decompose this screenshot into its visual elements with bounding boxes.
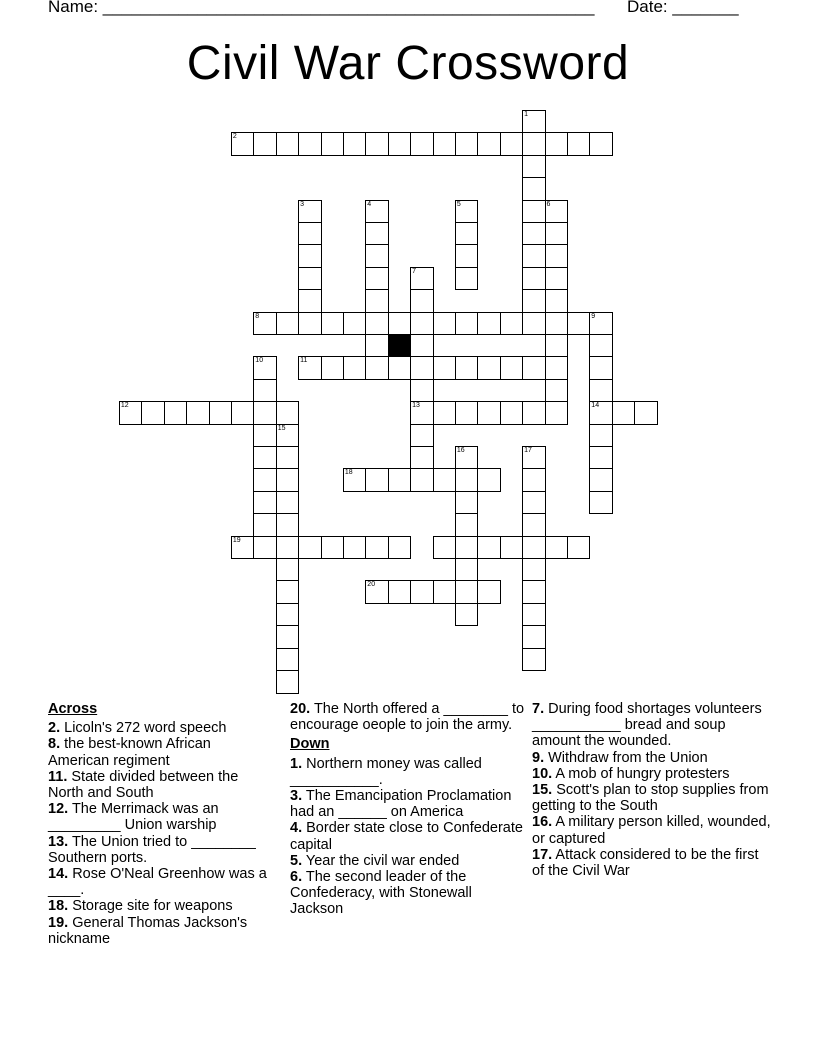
grid-cell[interactable] bbox=[365, 334, 389, 358]
grid-cell[interactable] bbox=[477, 132, 501, 156]
grid-cell[interactable] bbox=[410, 312, 434, 336]
grid-cell[interactable] bbox=[276, 536, 300, 560]
grid-cell[interactable] bbox=[276, 468, 300, 492]
clue-down-5: 5. Year the civil war ended bbox=[290, 852, 460, 869]
grid-cell[interactable] bbox=[119, 401, 143, 425]
clue-across-20: 20. The North offered a ________ to encourage oeople to join the army. bbox=[290, 701, 525, 734]
clue-number: 13 bbox=[412, 402, 420, 410]
grid-cell[interactable] bbox=[545, 244, 569, 268]
grid-cell[interactable] bbox=[365, 536, 389, 560]
grid-cell[interactable] bbox=[410, 289, 434, 313]
clue-across-19: 19. General Thomas Jackson's nickname bbox=[48, 914, 248, 947]
clue-down-10: 10. A mob of hungry protesters bbox=[532, 765, 730, 782]
grid-cell[interactable] bbox=[410, 267, 434, 291]
grid-cell[interactable] bbox=[433, 356, 457, 380]
clue-number: 15 bbox=[277, 424, 286, 432]
grid-cell[interactable] bbox=[522, 491, 546, 515]
grid-cell[interactable] bbox=[298, 244, 322, 268]
grid-cell[interactable] bbox=[164, 401, 188, 425]
grid-cell[interactable] bbox=[410, 446, 434, 470]
grid-cell[interactable] bbox=[253, 379, 277, 403]
grid-cell[interactable] bbox=[545, 356, 569, 380]
grid-cell[interactable] bbox=[365, 222, 389, 246]
grid-cell[interactable] bbox=[276, 312, 300, 336]
grid-cell[interactable] bbox=[545, 267, 569, 291]
grid-cell[interactable] bbox=[455, 580, 479, 604]
grid-cell[interactable] bbox=[276, 580, 300, 604]
grid-cell[interactable] bbox=[433, 312, 457, 336]
grid-cell[interactable] bbox=[298, 222, 322, 246]
grid-cell[interactable] bbox=[589, 401, 613, 425]
grid-cell[interactable] bbox=[522, 648, 546, 672]
grid-cell[interactable] bbox=[365, 132, 389, 156]
grid-cell[interactable] bbox=[433, 536, 457, 560]
clues-column-3 bbox=[532, 701, 772, 879]
grid-cell[interactable] bbox=[343, 468, 367, 492]
across-heading: Across bbox=[48, 701, 98, 717]
grid-cell[interactable] bbox=[410, 580, 434, 604]
grid-cell[interactable] bbox=[545, 222, 569, 246]
grid-cell[interactable] bbox=[276, 513, 300, 537]
clue-across-14: 14. Rose O'Neal Greenhow was a ____. bbox=[48, 866, 267, 899]
grid-cell[interactable] bbox=[589, 424, 613, 448]
grid-cell[interactable] bbox=[455, 244, 479, 268]
grid-cell[interactable] bbox=[455, 200, 479, 224]
grid-cell[interactable] bbox=[365, 267, 389, 291]
grid-cell[interactable] bbox=[410, 132, 434, 156]
clue-number: 16 bbox=[456, 447, 465, 454]
grid-cell[interactable] bbox=[410, 424, 434, 448]
grid-cell[interactable] bbox=[298, 312, 322, 336]
clues-column-2 bbox=[290, 701, 526, 918]
clue-number: 12 bbox=[120, 402, 129, 410]
grid-cell[interactable] bbox=[522, 132, 546, 156]
down-heading: Down bbox=[290, 736, 330, 753]
grid-cell[interactable] bbox=[276, 670, 300, 694]
clue-across-12: 12. The Merrimack was an _________ Union warship bbox=[48, 801, 219, 834]
grid-cell[interactable] bbox=[522, 244, 546, 268]
grid-cell[interactable] bbox=[500, 536, 524, 560]
clue-number: 5 bbox=[456, 200, 461, 208]
grid-cell[interactable] bbox=[276, 491, 300, 515]
grid-cell[interactable] bbox=[567, 536, 591, 560]
grid-cell[interactable] bbox=[455, 536, 479, 560]
grid-cell[interactable] bbox=[477, 312, 501, 336]
grid-cell[interactable] bbox=[141, 401, 165, 425]
grid-cell[interactable] bbox=[343, 132, 367, 156]
grid-cell[interactable] bbox=[388, 132, 412, 156]
clue-across-11: 11. State divided between the North and South bbox=[48, 768, 239, 802]
grid-cell[interactable] bbox=[522, 558, 546, 582]
grid-cell[interactable] bbox=[589, 491, 613, 515]
grid-cell[interactable] bbox=[321, 312, 345, 336]
grid-cell[interactable] bbox=[209, 401, 233, 425]
grid-cell[interactable] bbox=[455, 558, 479, 582]
grid-cell[interactable] bbox=[567, 312, 591, 336]
grid-cell[interactable] bbox=[321, 356, 345, 380]
grid-cell[interactable] bbox=[365, 312, 389, 336]
clue-across-13: 13. The Union tried to ________ Southern ports. bbox=[48, 833, 256, 866]
grid-cell[interactable] bbox=[455, 132, 479, 156]
clue-number: 20 bbox=[367, 581, 376, 589]
grid-cell[interactable] bbox=[455, 491, 479, 515]
grid-cell[interactable] bbox=[186, 401, 210, 425]
grid-cell[interactable] bbox=[500, 401, 524, 425]
grid-cell[interactable] bbox=[545, 132, 569, 156]
grid-cell[interactable] bbox=[545, 379, 569, 403]
grid-cell[interactable] bbox=[321, 536, 345, 560]
grid-cell[interactable] bbox=[522, 312, 546, 336]
clue-number: 18 bbox=[344, 469, 353, 477]
grid-cell[interactable] bbox=[455, 401, 479, 425]
clue-number: 4 bbox=[367, 200, 372, 208]
grid-cell[interactable] bbox=[545, 536, 569, 560]
grid-cell[interactable] bbox=[276, 603, 300, 627]
grid-cell[interactable] bbox=[455, 356, 479, 380]
grid-cell[interactable] bbox=[522, 446, 546, 470]
grid-cell[interactable] bbox=[388, 580, 412, 604]
grid-cell[interactable] bbox=[298, 536, 322, 560]
clue-number: 11 bbox=[300, 357, 308, 365]
grid-cell[interactable] bbox=[522, 289, 546, 313]
page-title: Civil War Crossword bbox=[186, 37, 630, 90]
grid-cell[interactable] bbox=[343, 536, 367, 560]
grid-cell[interactable] bbox=[253, 356, 277, 380]
clue-number: 19 bbox=[232, 536, 241, 544]
clue-down-16: 16. A military person killed, wounded, or captured bbox=[532, 814, 771, 847]
grid-cell[interactable] bbox=[365, 289, 389, 313]
clue-number: 17 bbox=[524, 447, 532, 454]
grid-cell[interactable] bbox=[589, 132, 613, 156]
grid-cell[interactable] bbox=[522, 267, 546, 291]
grid-cell[interactable] bbox=[522, 177, 546, 201]
grid-cell[interactable] bbox=[388, 536, 412, 560]
grid-cell[interactable] bbox=[231, 536, 255, 560]
grid-cell[interactable] bbox=[276, 558, 300, 582]
grid-cell[interactable] bbox=[500, 312, 524, 336]
grid-cell[interactable] bbox=[522, 468, 546, 492]
grid-cell[interactable] bbox=[455, 222, 479, 246]
grid-cell[interactable] bbox=[477, 401, 501, 425]
grid-cell[interactable] bbox=[253, 491, 277, 515]
grid-cell[interactable] bbox=[276, 648, 300, 672]
grid-cell[interactable] bbox=[522, 603, 546, 627]
clue-down-9: 9. Withdraw from the Union bbox=[532, 749, 708, 766]
grid-cell[interactable] bbox=[522, 110, 546, 134]
grid-cell[interactable] bbox=[634, 401, 658, 425]
clue-number: 10 bbox=[255, 357, 264, 365]
grid-cell[interactable] bbox=[276, 132, 300, 156]
grid-cell[interactable] bbox=[455, 468, 479, 492]
grid-cell[interactable] bbox=[589, 468, 613, 492]
clue-down-17: 17. Attack considered to be the first of the Civil War bbox=[532, 846, 759, 880]
grid-cell[interactable] bbox=[276, 446, 300, 470]
grid-cell[interactable] bbox=[231, 132, 255, 156]
grid-cell[interactable] bbox=[365, 356, 389, 380]
grid-cell[interactable] bbox=[343, 356, 367, 380]
grid-cell[interactable] bbox=[522, 625, 546, 649]
grid-cell[interactable] bbox=[455, 267, 479, 291]
grid-cell[interactable] bbox=[545, 334, 569, 358]
grid-cell[interactable] bbox=[388, 312, 412, 336]
grid-cell[interactable] bbox=[410, 379, 434, 403]
grid-cell[interactable] bbox=[567, 132, 591, 156]
grid-cell[interactable] bbox=[433, 401, 457, 425]
clue-number: 14 bbox=[591, 402, 600, 410]
grid-cell[interactable] bbox=[545, 312, 569, 336]
clue-number: 3 bbox=[300, 200, 304, 208]
clue-number: 9 bbox=[591, 312, 596, 320]
grid-cell[interactable] bbox=[455, 513, 479, 537]
grid-cell[interactable] bbox=[410, 356, 434, 380]
clue-across-2: 2. Licoln's 272 word speech bbox=[48, 720, 227, 737]
grid-cell[interactable] bbox=[298, 356, 322, 380]
clue-down-6: 6. The second leader of the Confederacy, with Stonewall Jackson bbox=[290, 869, 472, 918]
grid-cell[interactable] bbox=[433, 132, 457, 156]
grid-cell[interactable] bbox=[433, 468, 457, 492]
clue-across-8: 8. the best-known African American regiment bbox=[48, 736, 211, 769]
name-field-label[interactable]: Name: ____________________________________________________ bbox=[48, 0, 595, 16]
grid-cell[interactable] bbox=[589, 356, 613, 380]
grid-cell[interactable] bbox=[276, 625, 300, 649]
grid-cell[interactable] bbox=[522, 200, 546, 224]
grid-cell[interactable] bbox=[477, 468, 501, 492]
clues-column-1 bbox=[48, 701, 273, 947]
grid-cell[interactable] bbox=[410, 468, 434, 492]
grid-cell[interactable] bbox=[231, 401, 255, 425]
grid-cell[interactable] bbox=[589, 379, 613, 403]
clue-down-4: 4. Border state close to Confederate capital bbox=[290, 820, 523, 853]
grid-cell[interactable] bbox=[410, 401, 434, 425]
grid-cell[interactable] bbox=[343, 312, 367, 336]
grid-cell[interactable] bbox=[455, 446, 479, 470]
grid-cell[interactable] bbox=[433, 580, 457, 604]
grid-cell[interactable] bbox=[365, 244, 389, 268]
grid-cell[interactable] bbox=[477, 536, 501, 560]
grid-cell[interactable] bbox=[522, 536, 546, 560]
grid-cell[interactable] bbox=[365, 200, 389, 224]
clue-number: 6 bbox=[546, 200, 551, 208]
grid-cell[interactable] bbox=[298, 200, 322, 224]
grid-cell[interactable] bbox=[522, 580, 546, 604]
grid-cell[interactable] bbox=[253, 424, 277, 448]
grid-cell[interactable] bbox=[522, 155, 546, 179]
grid-cell[interactable] bbox=[545, 401, 569, 425]
clue-down-3: 3. The Emancipation Proclamation had an ______ on America bbox=[290, 788, 512, 821]
grid-cell[interactable] bbox=[612, 401, 636, 425]
grid-cell[interactable] bbox=[253, 468, 277, 492]
grid-cell[interactable] bbox=[388, 468, 412, 492]
clue-number: 8 bbox=[255, 312, 260, 320]
grid-cell[interactable] bbox=[298, 267, 322, 291]
grid-cell[interactable] bbox=[545, 200, 569, 224]
clue-across-18: 18. Storage site for weapons bbox=[48, 898, 233, 915]
grid-cell[interactable] bbox=[253, 446, 277, 470]
grid-cell[interactable] bbox=[522, 401, 546, 425]
grid-cell[interactable] bbox=[545, 289, 569, 313]
clue-down-1: 1. Northern money was called ___________. bbox=[290, 755, 482, 788]
grid-cell[interactable] bbox=[589, 312, 613, 336]
grid-cell[interactable] bbox=[253, 132, 277, 156]
grid-cell[interactable] bbox=[410, 334, 434, 358]
clue-down-7: 7. During food shortages volunteers ___________ bread and soup amount the wounded. bbox=[532, 701, 762, 750]
clue-number: 2 bbox=[232, 133, 237, 141]
grid-cell[interactable] bbox=[253, 312, 277, 336]
grid-cell[interactable] bbox=[276, 401, 300, 425]
grid-cell[interactable] bbox=[253, 536, 277, 560]
grid-cell[interactable] bbox=[253, 401, 277, 425]
grid-cell[interactable] bbox=[589, 446, 613, 470]
grid-cell[interactable] bbox=[365, 580, 389, 604]
grid-cell[interactable] bbox=[477, 356, 501, 380]
grid-cell[interactable] bbox=[522, 222, 546, 246]
grid-cell[interactable] bbox=[589, 334, 613, 358]
grid-cell[interactable] bbox=[298, 132, 322, 156]
grid-cell[interactable] bbox=[500, 132, 524, 156]
clue-number: 7 bbox=[412, 267, 416, 275]
clue-down-15: 15. Scott's plan to stop supplies from getting to the South bbox=[532, 782, 769, 815]
clue-number: 1 bbox=[524, 111, 528, 118]
blocked-cell bbox=[388, 334, 412, 358]
grid-cell[interactable] bbox=[298, 289, 322, 313]
grid-cell[interactable] bbox=[477, 580, 501, 604]
grid-cell[interactable] bbox=[455, 603, 479, 627]
grid-cell[interactable] bbox=[321, 132, 345, 156]
grid-cell[interactable] bbox=[365, 468, 389, 492]
date-field-label[interactable]: Date: _______ bbox=[627, 0, 739, 16]
grid-cell[interactable] bbox=[522, 513, 546, 537]
grid-cell[interactable] bbox=[455, 312, 479, 336]
grid-cell[interactable] bbox=[522, 356, 546, 380]
grid-cell[interactable] bbox=[500, 356, 524, 380]
grid-cell[interactable] bbox=[253, 513, 277, 537]
grid-cell[interactable] bbox=[388, 356, 412, 380]
grid-cell[interactable] bbox=[276, 424, 300, 448]
